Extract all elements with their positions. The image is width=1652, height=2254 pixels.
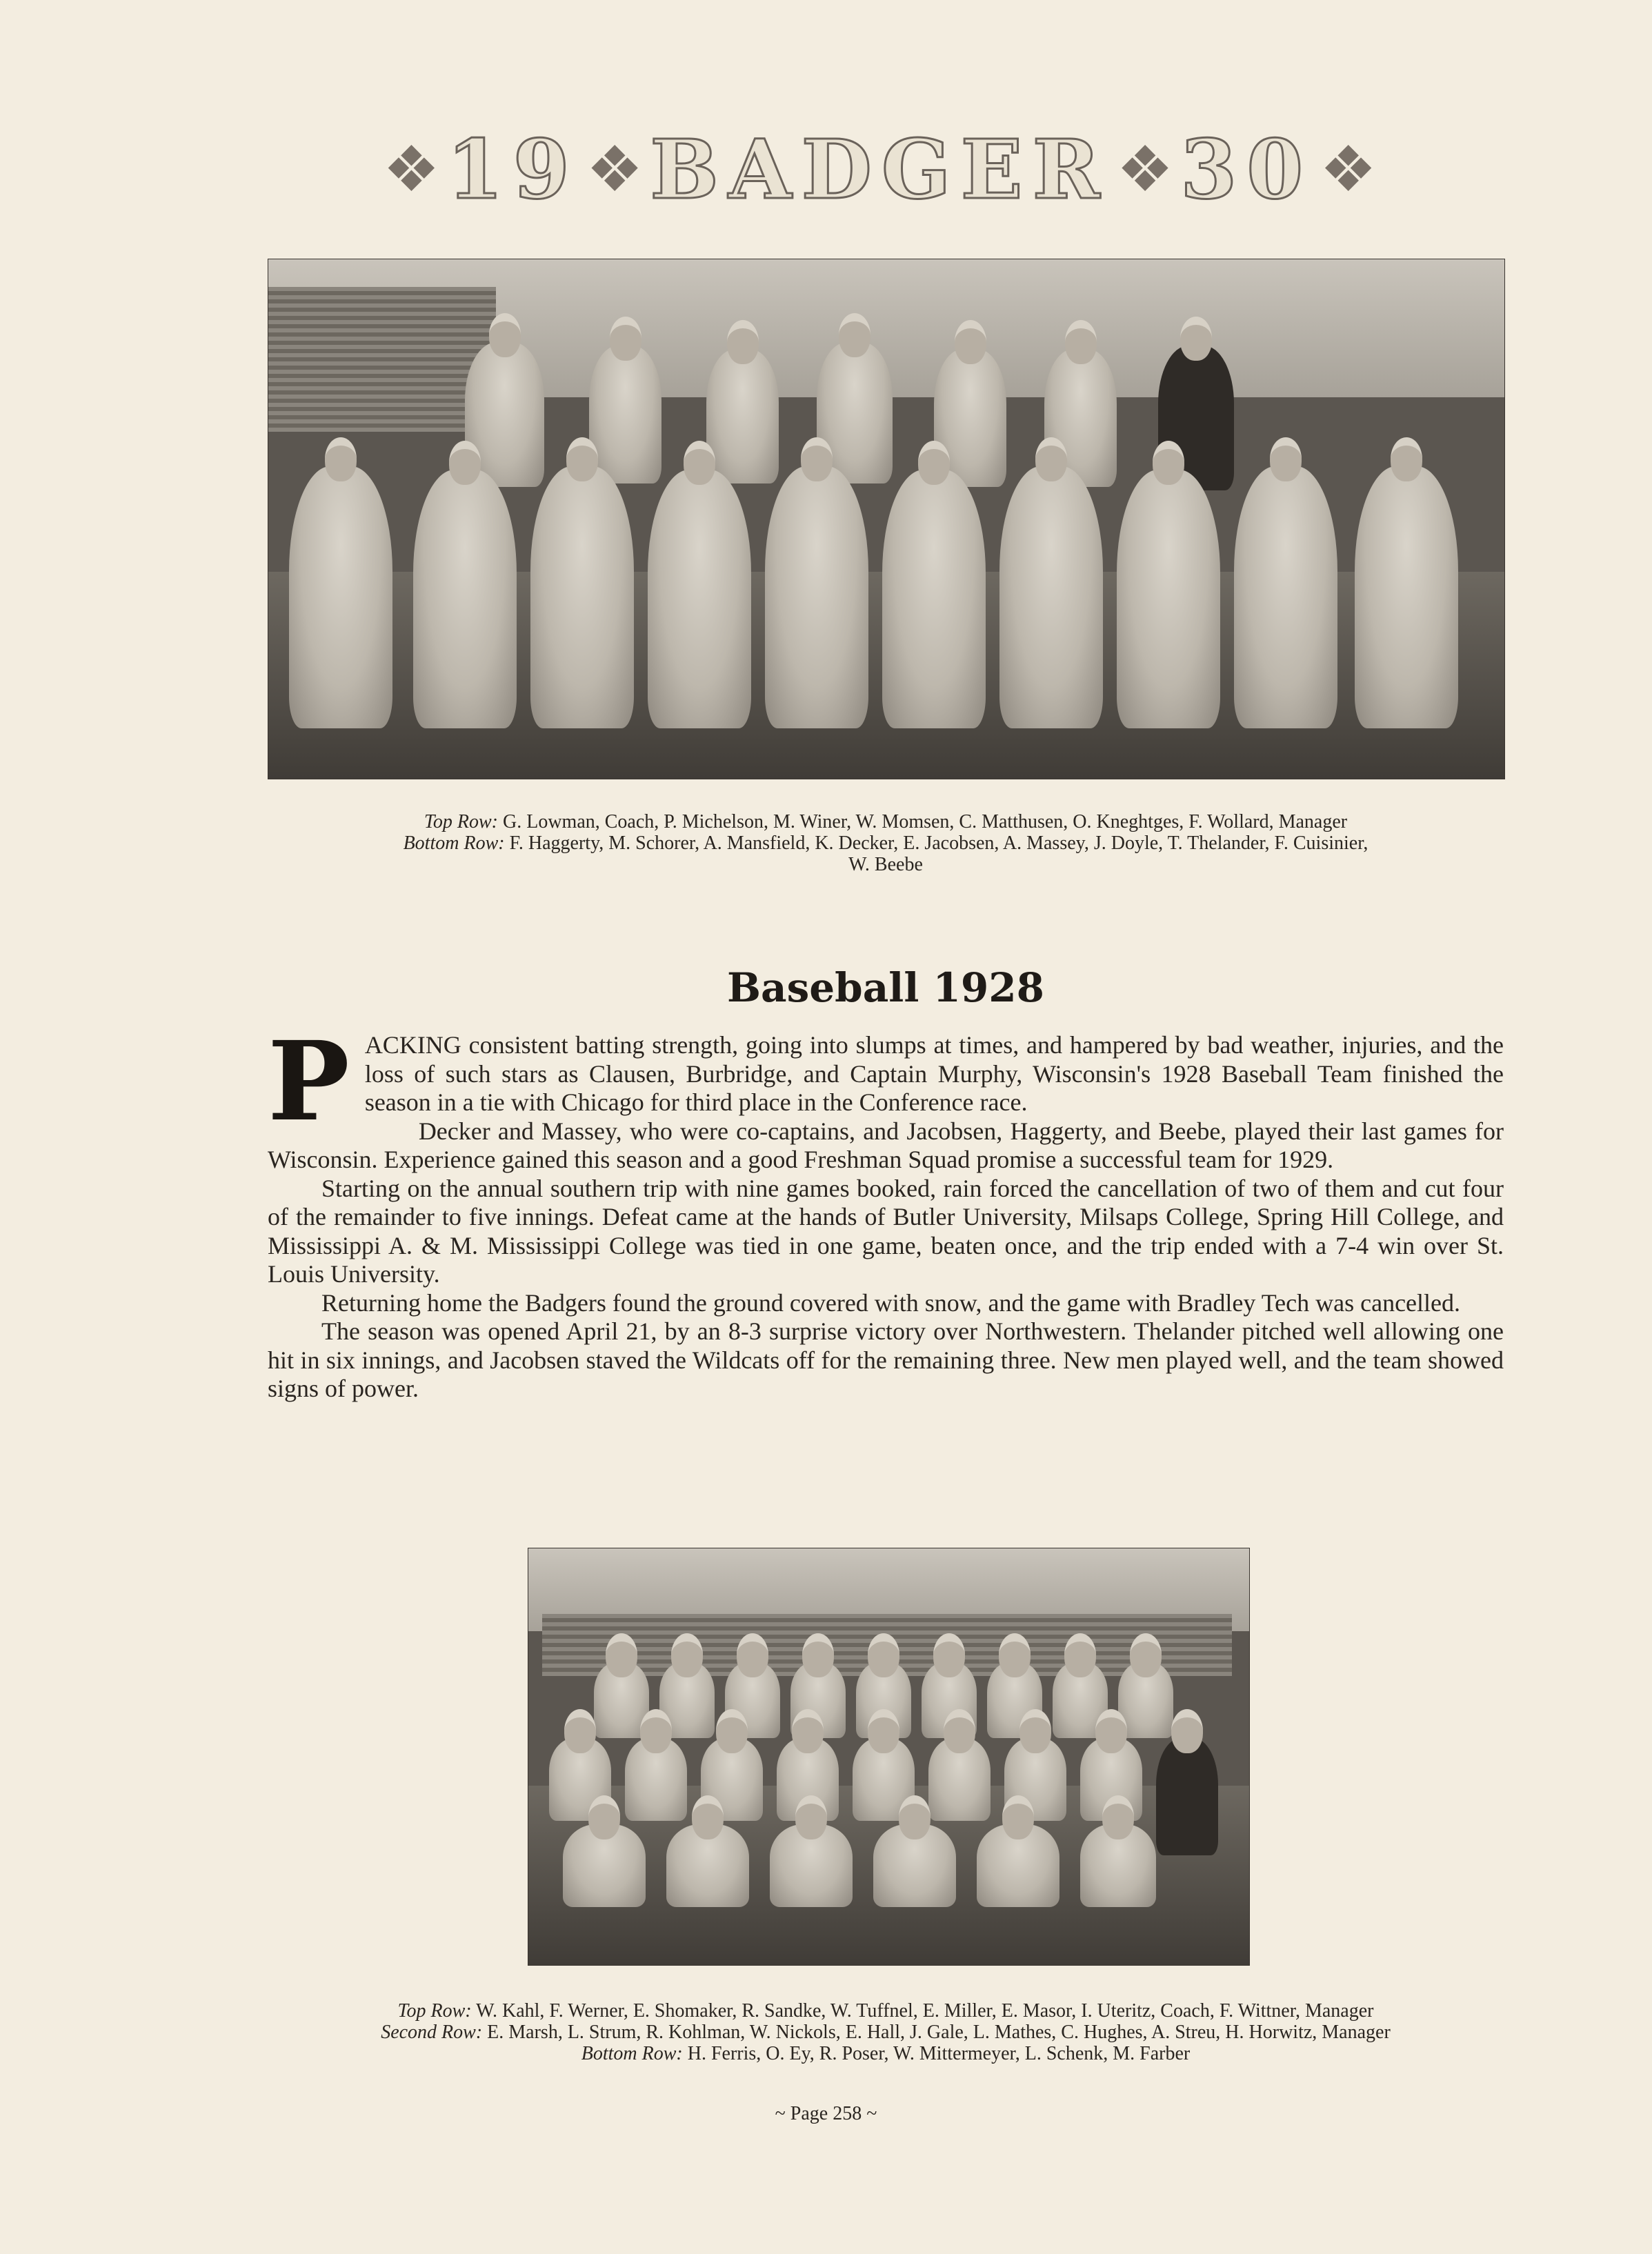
- caption-bottom-row-continued: W. Beebe: [848, 854, 923, 875]
- caption-label: Second Row:: [381, 2022, 483, 2043]
- page-number: ~ Page 258 ~: [775, 2103, 877, 2124]
- ornament-icon: ❖: [383, 134, 440, 205]
- article-paragraph: Decker and Massey, who were co-captains, and Jacobsen, Haggerty, and Beebe, played their last games for Wisconsin. Experience gained this season and a good Freshman Squad promise a successful team for 1929.: [268, 1117, 1504, 1173]
- player-figure: [648, 470, 751, 728]
- article-paragraph: Returning home the Badgers found the ground covered with snow, and the game with Bradley Tech was cancelled.: [321, 1288, 1461, 1317]
- drop-cap: P: [268, 1018, 350, 1146]
- caption-label: Top Row:: [424, 811, 498, 832]
- article-paragraph: The season was opened April 21, by an 8-3 surprise victory over Northwestern. Thelander pitched well allowing one hit in six innings, and Jacobsen staved the Wildcats off for the remaining three. New men played well, and the team showed signs of power.: [268, 1317, 1504, 1402]
- caption-names: E. Marsh, L. Strum, R. Kohlman, W. Nickols, E. Hall, J. Gale, L. Mathes, C. Hughes, A. Streu, H. Horwitz, Manager: [487, 2022, 1391, 2043]
- player-figure: [706, 349, 779, 483]
- player-figure: [977, 1824, 1059, 1907]
- ornament-icon: ❖: [1116, 134, 1174, 205]
- caption-bottom-row: [268, 2043, 1504, 2064]
- caption-names: F. Haggerty, M. Schorer, A. Mansfield, K. Decker, E. Jacobsen, A. Massey, J. Doyle, T. Thelander, F. Cuisinier,: [509, 832, 1369, 854]
- player-figure: [589, 346, 661, 483]
- ornament-icon: ❖: [1320, 134, 1377, 205]
- caption-names: H. Ferris, O. Ey, R. Poser, W. Mittermeyer, L. Schenk, M. Farber: [687, 2043, 1191, 2064]
- photo-bleachers: [268, 287, 496, 432]
- article-body: [268, 1018, 1504, 1404]
- header-title: BADGER: [650, 121, 1110, 217]
- player-figure: [873, 1824, 956, 1907]
- player-figure: [770, 1824, 853, 1907]
- player-figure: [1355, 466, 1458, 728]
- freshman-photo-caption: [268, 2000, 1504, 2064]
- player-figure: [563, 1824, 646, 1907]
- ornament-icon: ❖: [586, 134, 644, 205]
- player-figure: [666, 1824, 749, 1907]
- player-figure: [765, 466, 868, 728]
- header-year-left: 19: [446, 121, 579, 217]
- player-figure: [999, 466, 1103, 728]
- caption-bottom-row: [268, 832, 1504, 854]
- caption-second-row: [268, 2022, 1504, 2043]
- caption-top-row: [268, 2000, 1504, 2022]
- article-paragraph: Starting on the annual southern trip with nine games booked, rain forced the cancellation of two of them and cut four of the remainder to five innings. Defeat came at the hands of Butler University, Milsaps College, Spring Hill College, and Mississippi A. & M. Mississippi College was tied in one game, beaten once, and the trip ended with a 7-4 win over St. Louis University.: [268, 1174, 1504, 1288]
- caption-top-row: [268, 811, 1504, 832]
- header-year-right: 30: [1180, 121, 1313, 217]
- article-title: Baseball 1928: [727, 964, 1044, 1011]
- player-figure: [1117, 470, 1220, 728]
- paragraph-text: ACKING consistent batting strength, going into slumps at times, and hampered by bad weather, injuries, and the loss of such stars as Clausen, Burbridge, and Captain Murphy, Wisconsin's 1928 Baseball Team finished the season in a tie with Chicago for third place in the Conference race.: [364, 1031, 1504, 1116]
- player-figure: [413, 470, 517, 728]
- player-figure: [882, 470, 986, 728]
- caption-label: Top Row:: [397, 2000, 472, 2022]
- player-figure: [1234, 466, 1337, 728]
- freshman-team-photo: [528, 1548, 1250, 1966]
- player-figure: [530, 466, 634, 728]
- varsity-team-photo: [268, 259, 1505, 779]
- player-figure: [1156, 1738, 1218, 1855]
- player-figure: [289, 466, 392, 728]
- caption-names: G. Lowman, Coach, P. Michelson, M. Winer, W. Momsen, C. Matthusen, O. Kneghtges, F. Wollard, Manager: [503, 811, 1348, 832]
- player-figure: [625, 1738, 687, 1821]
- caption-label: Bottom Row:: [403, 832, 505, 854]
- caption-label: Bottom Row:: [581, 2043, 683, 2064]
- yearbook-header: [261, 121, 1499, 217]
- varsity-photo-caption: [268, 811, 1504, 875]
- player-figure: [1080, 1824, 1156, 1907]
- caption-names: W. Kahl, F. Werner, E. Shomaker, R. Sandke, W. Tuffnel, E. Miller, E. Masor, I. Uteritz, Coach, F. Wittner, Manager: [476, 2000, 1374, 2022]
- player-figure: [928, 1738, 991, 1821]
